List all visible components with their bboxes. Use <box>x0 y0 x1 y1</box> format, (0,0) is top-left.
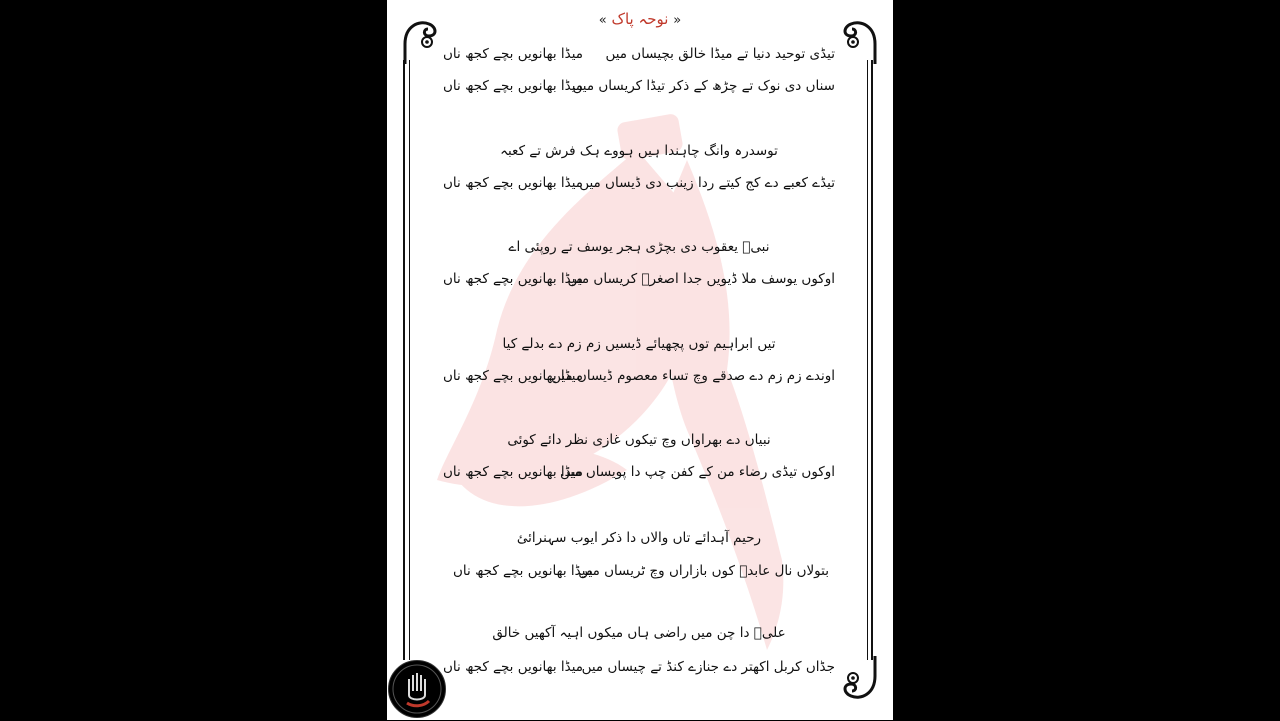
verse-text: سناں دی نوک تے چڑھ کے ذکر تیڈا کریساں میں <box>572 78 835 94</box>
verse-line <box>443 432 835 458</box>
verse-line <box>443 271 835 297</box>
verse-text: توسدرہ وانگ چاہندا ہیں ہووے ہک فرش تے کعبہ <box>500 143 778 159</box>
verse-line <box>443 336 835 362</box>
verse-text: جڈاں کربل اکھتر دے جنازے کنڈ تے چیساں میں <box>581 659 835 675</box>
logo-badge-icon <box>388 660 446 718</box>
refrain-text: میڈا بھانویں بچے کجھ ناں <box>443 175 584 191</box>
title-ornament-icon: « <box>598 13 607 28</box>
refrain-text: میڈا بھانویں بچے کجھ ناں <box>443 46 584 62</box>
verse-line <box>443 175 835 201</box>
refrain-text: میڈا بھانویں بچے کجھ ناں <box>443 368 584 384</box>
page-title <box>387 10 893 28</box>
frame-border-left-inner <box>409 60 410 660</box>
verse-line <box>443 625 835 651</box>
verse-text: تیں ابراہیم توں پچھیائے ڈیسیں زم زم دے بدلے کیا <box>502 336 776 352</box>
title-text: نوحہ پاک <box>611 10 669 28</box>
verse-line <box>443 464 835 490</box>
verse-text: اوندے زم زم دے صدقے وچ تساء معصوم ڈیساں میں <box>551 368 835 384</box>
verse-text: تیڈے کعبے دے کج کیتے ردا زینب دی ڈیساں میں <box>579 175 835 191</box>
corner-ornament-icon <box>833 654 881 706</box>
refrain-text: میڈا بھانویں بچے کجھ ناں <box>443 464 584 480</box>
frame-border-right <box>871 60 873 660</box>
title-ornament-icon: » <box>673 13 682 28</box>
verse-line <box>443 78 835 104</box>
verse-text: اوکوں یوسف ملا ڈیویں جدا اصغرؑ کریساں میں <box>567 271 835 287</box>
verse-text: علیؑ دا چن میں راضی ہاں میکوں اہیہ آکھیں خالق <box>492 625 786 641</box>
refrain-text: میڈا بھانویں بچے کجھ ناں <box>443 78 584 94</box>
verse-line <box>443 239 835 265</box>
verse-text: بتولاں نال عابدؑ کوں بازاراں وچ ٹریساں میں <box>578 563 829 579</box>
verse-line <box>453 563 829 589</box>
frame-border-right-inner <box>867 60 868 660</box>
verse-line <box>443 46 835 72</box>
verse-text: اوکوں تیڈی رضاء من کے کفن چپ دا پویساں میں <box>559 464 835 480</box>
refrain-text: میڈا بھانویں بچے کجھ ناں <box>443 659 584 675</box>
verse-text: رحیم آہدائے تاں والاں دا ذکر ایوب سہنرائئ <box>516 530 762 546</box>
verse-line <box>443 143 835 169</box>
verse-text: تیڈی توحید دنیا تے میڈا خالق بچیساں میں <box>605 46 835 62</box>
verse-line <box>443 530 835 556</box>
verse-text: نبیؑ یعقوب دی بچڑی ہجر یوسف تے روپئی اے <box>508 239 770 255</box>
frame-border-left <box>403 60 405 660</box>
refrain-text: میڈا بھانویں بچے کجھ ناں <box>453 563 594 579</box>
verse-text: نبیاں دے بھراواں وچ تیکوں غازی نظر دائے کوئی <box>507 432 771 448</box>
refrain-text: میڈا بھانویں بچے کجھ ناں <box>443 271 584 287</box>
document-page <box>387 0 893 720</box>
verse-line <box>443 659 835 685</box>
hand-emblem-icon <box>389 661 445 717</box>
verse-line <box>443 368 835 394</box>
